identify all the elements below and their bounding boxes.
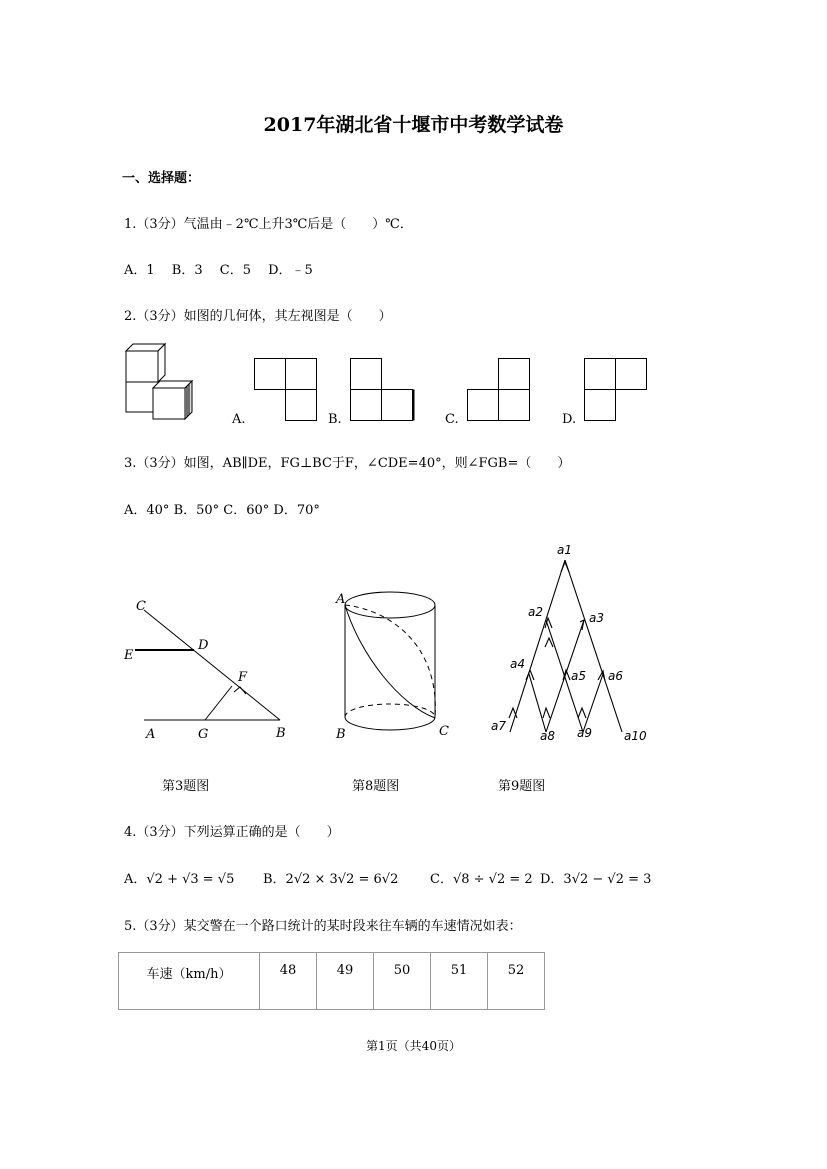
figure-3-diagram xyxy=(120,590,300,750)
question-2-stem: 2.（3分）如图的几何体，其左视图是（ ） xyxy=(124,309,392,324)
q2-option-d-label: D. xyxy=(562,412,577,427)
table-cell: 50 xyxy=(374,953,431,1010)
question-4-option-d: D．3√2 − √2 = 3 xyxy=(540,872,652,887)
point-d: D xyxy=(198,638,209,653)
q2-option-c-label: C. xyxy=(445,412,459,427)
question-5-stem: 5.（3分）某交警在一个路口统计的某时段来往车辆的车速情况如表： xyxy=(124,919,522,934)
question-1-stem: 1.（3分）气温由﹣2℃上升3℃后是（ ）℃． xyxy=(124,217,413,232)
table-cell: 51 xyxy=(431,953,488,1010)
q2-option-a-label: A. xyxy=(232,412,246,427)
question-4-option-c: C．√8 ÷ √2 = 2 xyxy=(430,872,533,887)
point-a: A xyxy=(146,727,156,742)
question-4-option-a: A．√2 + √3 = √5 xyxy=(124,872,235,887)
question-3-stem: 3.（3分）如图，AB∥DE，FG⊥BC于F，∠CDE=40°，则∠FGB=（ ） xyxy=(124,456,571,471)
q2-option-a-figure xyxy=(254,358,319,421)
table-cell: 48 xyxy=(260,953,317,1010)
figure-9-caption: 第9题图 xyxy=(498,779,546,794)
label-a3: a3 xyxy=(589,611,604,625)
label-a1: a1 xyxy=(557,543,572,557)
figure-8-caption: 第8题图 xyxy=(352,779,400,794)
label-a9: a9 xyxy=(577,726,592,740)
point-e: E xyxy=(124,648,134,663)
question-4-stem: 4.（3分）下列运算正确的是（ ） xyxy=(124,825,340,840)
q2-option-b-label: B. xyxy=(328,412,342,427)
cyl-point-b: B xyxy=(336,727,346,742)
section-heading: 一、选择题： xyxy=(122,171,201,186)
question-4-option-b: B．2√2 × 3√2 = 6√2 xyxy=(263,872,399,887)
label-a6: a6 xyxy=(608,669,623,683)
cyl-point-a: A xyxy=(336,592,346,607)
page-footer: 第1页（共40页） xyxy=(366,1039,461,1053)
table-row xyxy=(119,953,545,1010)
table-cell: 49 xyxy=(317,953,374,1010)
figure-3-caption: 第3题图 xyxy=(162,779,210,794)
figure-9-diagram xyxy=(485,540,645,750)
point-g: G xyxy=(198,727,209,742)
label-a2: a2 xyxy=(528,605,543,619)
q2-option-b-figure xyxy=(350,358,415,421)
point-c: C xyxy=(136,599,146,614)
figure-8-diagram xyxy=(330,585,460,745)
q2-option-d-figure xyxy=(584,358,649,421)
q2-option-c-figure xyxy=(467,358,532,421)
table-header-cell: 车速（km/h） xyxy=(119,953,260,1010)
speed-table xyxy=(118,952,545,1010)
question-3-options: A．40° B．50° C．60° D．70° xyxy=(124,503,320,518)
point-b: B xyxy=(276,726,286,741)
label-a4: a4 xyxy=(510,657,525,671)
page-title: 2017年湖北省十堰市中考数学试卷 xyxy=(263,114,564,136)
label-a7: a7 xyxy=(491,719,506,733)
label-a10: a10 xyxy=(624,729,647,743)
label-a8: a8 xyxy=(540,729,555,743)
cyl-point-c: C xyxy=(439,724,449,739)
label-a5: a5 xyxy=(571,669,586,683)
table-cell: 52 xyxy=(488,953,545,1010)
point-f: F xyxy=(238,670,248,685)
q2-solid-figure xyxy=(122,342,194,422)
question-1-options: A．1 B．3 C．5 D．﹣5 xyxy=(124,263,313,278)
